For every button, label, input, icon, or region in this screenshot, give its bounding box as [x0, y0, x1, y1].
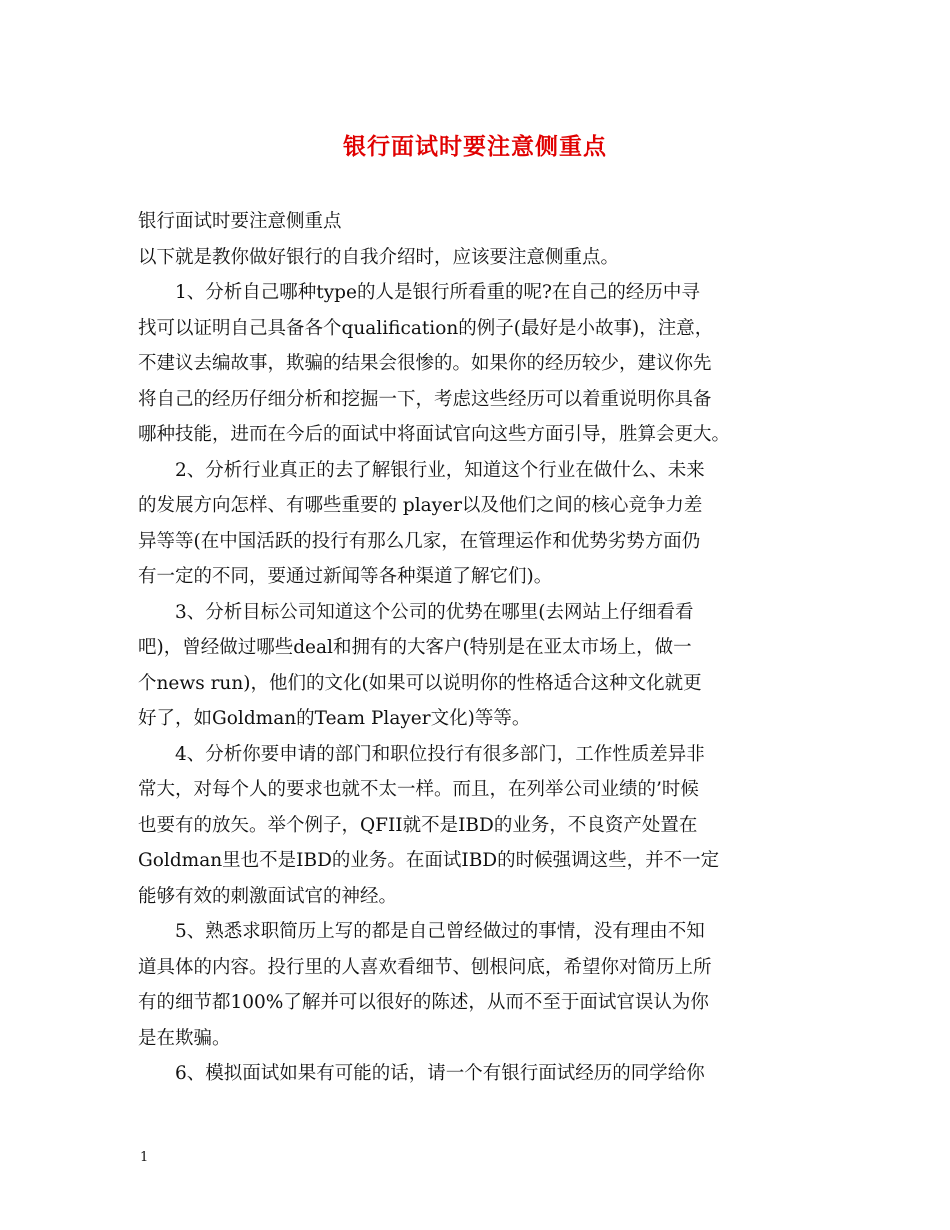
paragraph-4-line: 能够有效的刺激面试官的神经。: [138, 885, 398, 907]
body-line: 以下就是教你做好银行的自我介绍时，应该要注意侧重点。: [138, 246, 620, 268]
paragraph-4-line: 常大，对每个人的要求也就不太一样。而且，在列举公司业绩的’时候: [138, 779, 699, 800]
paragraph-2-line: 异等等(在中国活跃的投行有那么几家，在管理运作和优势劣势方面仍: [138, 530, 701, 552]
paragraph-3-line: 3、分析目标公司知道这个公司的优势在哪里(去网站上仔细看看: [175, 601, 694, 623]
paragraph-1-line: 不建议去编故事，欺骗的结果会很惨的。如果你的经历较少，建议你先: [138, 353, 712, 374]
paragraph-2-line: 有一定的不同，要通过新闻等各种渠道了解它们)。: [138, 566, 553, 587]
paragraph-4-line: 也要有的放矢。举个例子，QFII就不是IBD的业务，不良资产处置在: [138, 814, 698, 836]
body-line: 银行面试时要注意侧重点: [138, 211, 342, 232]
paragraph-1-line: 将自己的经历仔细分析和挖掘一下，考虑这些经历可以着重说明你具备: [138, 388, 712, 410]
paragraph-3-line: 好了，如Goldman的Team Player文化)等等。: [138, 708, 531, 729]
paragraph-1-line: 哪种技能，进而在今后的面试中将面试官向这些方面引导，胜算会更大。: [138, 424, 731, 445]
paragraph-2-line: 2、分析行业真正的去了解银行业，知道这个行业在做什么、未来: [175, 459, 705, 481]
document-title: 银行面试时要注意侧重点: [343, 133, 607, 160]
paragraph-5-line: 5、熟悉求职简历上写的都是自己曾经做过的事情，没有理由不知: [175, 921, 705, 942]
paragraph-4-line: 4、分析你要申请的部门和职位投行有很多部门，工作性质差异非: [175, 743, 705, 765]
paragraph-4-line: Goldman里也不是IBD的业务。在面试IBD的时候强调这些，并不一定: [138, 850, 720, 871]
document-body: [138, 204, 818, 1092]
paragraph-5-line: 道具体的内容。投行里的人喜欢看细节、刨根问底，希望你对简历上所: [138, 956, 712, 978]
paragraph-1-line: 1、分析自己哪种type的人是银行所看重的呢?在自己的经历中寻: [175, 282, 700, 303]
paragraph-1-line: 找可以证明自己具备各个qualification的例子(最好是小故事)，注意，: [138, 317, 714, 339]
paragraph-5-line: 是在欺骗。: [138, 1027, 231, 1049]
paragraph-6-line: 6、模拟面试如果有可能的话，请一个有银行面试经历的同学给你: [175, 1063, 705, 1084]
page-number: 1: [140, 1150, 149, 1165]
paragraph-5-line: 有的细节都100%了解并可以很好的陈述，从而不至于面试官误认为你: [138, 992, 709, 1013]
paragraph-2-line: 的发展方向怎样、有哪些重要的 player以及他们之间的核心竞争力差: [138, 495, 703, 516]
paragraph-3-line: 个news run)，他们的文化(如果可以说明你的性格适合这种文化就更: [138, 672, 702, 694]
paragraph-3-line: 吧)，曾经做过哪些deal和拥有的大客户(特别是在亚太市场上，做一: [138, 637, 692, 658]
